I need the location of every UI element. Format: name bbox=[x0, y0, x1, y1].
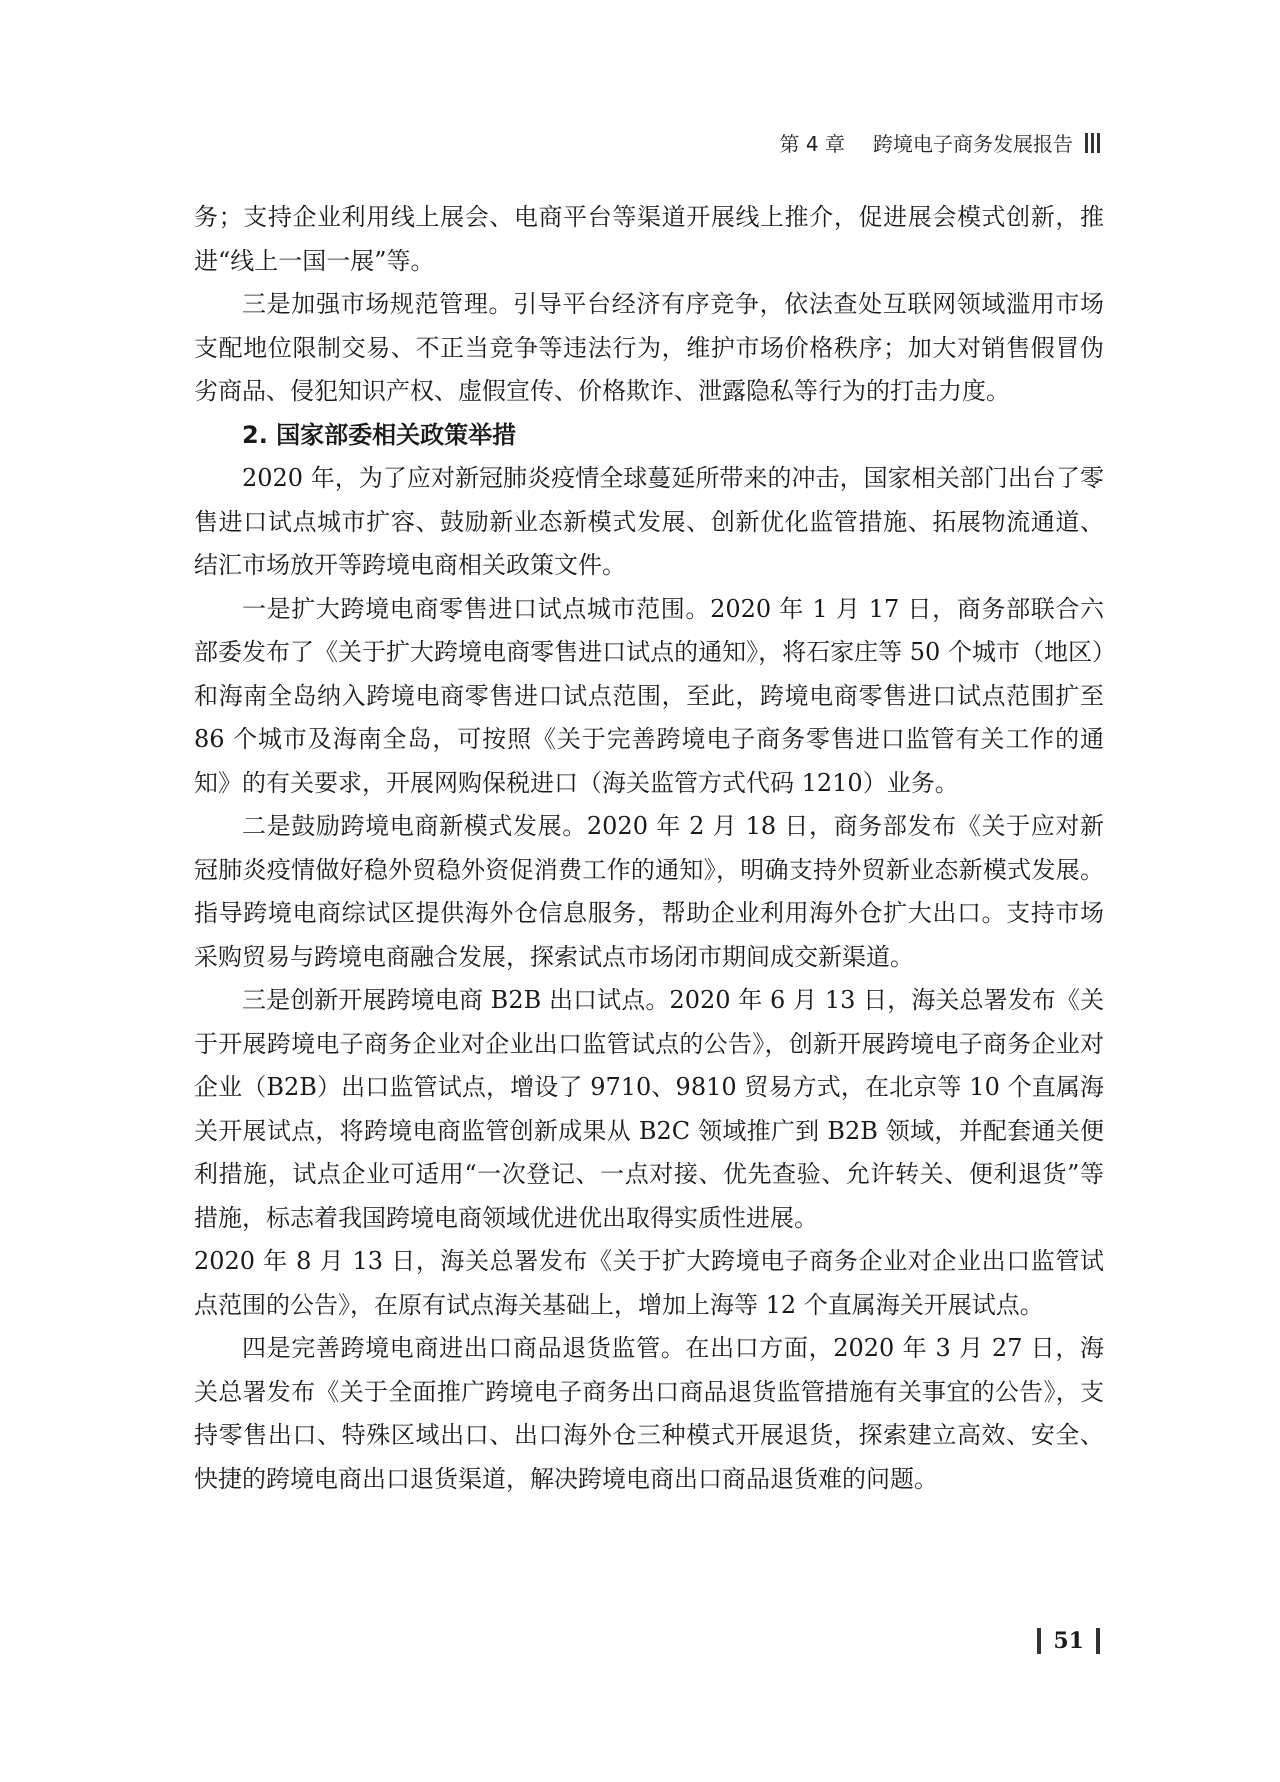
page-body bbox=[194, 196, 1104, 1501]
paragraph: 一是扩大跨境电商零售进口试点城市范围。2020 年 1 月 17 日，商务部联合六部委发布了《关于扩大跨境电商零售进口试点的通知》，将石家庄等 50 个城市（地区）和海南全岛纳入跨境电商零售进口试点范围，至此，跨境电商零售进口试点范围扩至 86 个城市及海南全岛，可按照《关于完善跨境电子商务零售进口监管有关工作的通知》的有关要求，开展网购保税进口（海关监管方式代码 1210）业务。 bbox=[194, 594, 1104, 797]
header-bars-decoration bbox=[1085, 133, 1100, 153]
paragraph: 三是加强市场规范管理。引导平台经济有序竞争，依法查处互联网领域滥用市场支配地位限制交易、不正当竞争等违法行为，维护市场价格秩序；加大对销售假冒伪劣商品、侵犯知识产权、虚假宣传、价格欺诈、泄露隐私等行为的打击力度。 bbox=[194, 290, 1104, 405]
chapter-title: 跨境电子商务发展报告 bbox=[873, 132, 1073, 156]
footer-bar-right bbox=[1096, 1628, 1100, 1654]
section-heading: 2. 国家部委相关政策举措 bbox=[242, 420, 517, 449]
paragraph: 四是完善跨境电商进出口商品退货监管。在出口方面，2020 年 3 月 27 日，海关总署发布《关于全面推广跨境电子商务出口商品退货监管措施有关事宜的公告》，支持零售出口、特殊区域出口、出口海外仓三种模式开展退货，探索建立高效、安全、快捷的跨境电商出口退货渠道，解决跨境电商出口商品退货难的问题。 bbox=[194, 1334, 1104, 1493]
running-header bbox=[780, 128, 1100, 157]
chapter-label: 第 4 章 bbox=[779, 132, 845, 156]
paragraph: 2020 年，为了应对新冠肺炎疫情全球蔓延所带来的冲击，国家相关部门出台了零售进口试点城市扩容、鼓励新业态新模式发展、创新优化监管措施、拓展物流通道、结汇市场放开等跨境电商相关政策文件。 bbox=[194, 464, 1104, 579]
paragraph: 三是创新开展跨境电商 B2B 出口试点。2020 年 6 月 13 日，海关总署发布《关于开展跨境电子商务企业对企业出口监管试点的公告》，创新开展跨境电子商务企业对企业（B2B）出口监管试点，增设了 9710、9810 贸易方式，在北京等 10 个直属海关开展试点，将跨境电商监管创新成果从 B2C 领域推广到 B2B 领域，并配套通关便利措施，试点企业可适用“一次登记、一点对接、优先查验、允许转关、便利退货”等措施，标志着我国跨境电商领域优进优出取得实质性进展。 bbox=[194, 986, 1104, 1232]
paragraph: 务；支持企业利用线上展会、电商平台等渠道开展线上推介，促进展会模式创新，推进“线上一国一展”等。 bbox=[194, 203, 1104, 275]
page-number: 51 bbox=[1053, 1628, 1084, 1654]
footer-bar-left bbox=[1037, 1628, 1041, 1654]
paragraph: 二是鼓励跨境电商新模式发展。2020 年 2 月 18 日，商务部发布《关于应对新冠肺炎疫情做好稳外贸稳外资促消费工作的通知》，明确支持外贸新业态新模式发展。指导跨境电商综试区提供海外仓信息服务，帮助企业利用海外仓扩大出口。支持市场采购贸易与跨境电商融合发展，探索试点市场闭市期间成交新渠道。 bbox=[194, 812, 1104, 971]
paragraph: 2020 年 8 月 13 日，海关总署发布《关于扩大跨境电子商务企业对企业出口监管试点范围的公告》，在原有试点海关基础上，增加上海等 12 个直属海关开展试点。 bbox=[194, 1247, 1104, 1319]
page-footer bbox=[1037, 1628, 1100, 1654]
